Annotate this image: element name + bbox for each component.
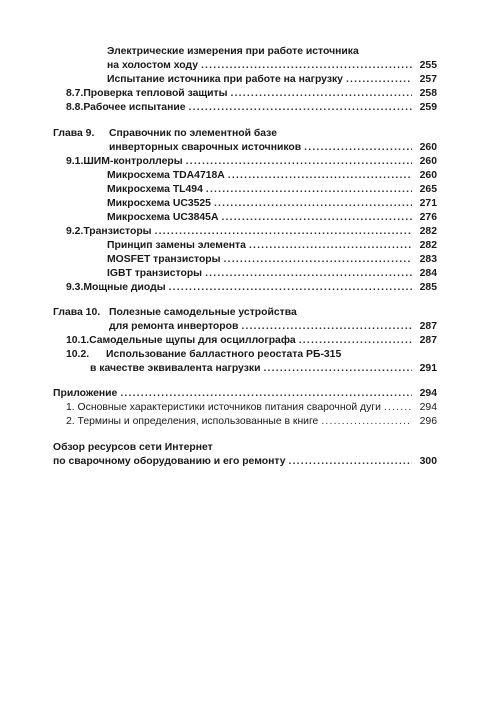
toc-entry-text: 1. Основные характеристики источников питания сварочной дуги <box>66 402 381 413</box>
toc-entry-text: Испытание источника при работе на нагрузку <box>107 74 343 85</box>
toc-entry-text: Микросхема UC3845A <box>107 212 219 223</box>
toc-entry <box>66 87 437 100</box>
toc-entry <box>107 183 437 196</box>
toc-entry-text: Полезные самодельные устройства <box>109 307 297 318</box>
toc-section-number: 9.3. <box>66 282 84 293</box>
toc-entry-text: в качестве эквивалента нагрузки <box>90 363 261 374</box>
toc-chapter-heading <box>53 306 437 319</box>
toc-entry <box>66 401 437 414</box>
toc-page-number: 282 <box>419 240 437 251</box>
toc-section-number: 10.2. <box>66 349 90 360</box>
toc-page-number: 260 <box>419 142 437 153</box>
toc-leader-dots <box>231 87 413 100</box>
toc-leader-dots <box>155 225 412 238</box>
toc-leader-dots <box>304 141 412 154</box>
toc-page-number: 271 <box>419 198 437 209</box>
toc-leader-dots <box>201 59 412 72</box>
toc-entry-text: Обзор ресурсов сети Интернет <box>53 442 213 453</box>
toc-entry <box>90 362 437 375</box>
toc-entry-text: Рабочее испытание <box>83 102 186 113</box>
toc-entry <box>107 211 437 224</box>
toc-entry <box>107 239 437 252</box>
toc-page-number: 260 <box>419 170 437 181</box>
toc-entry-text: MOSFET транзисторы <box>107 254 221 265</box>
toc-leader-dots <box>299 334 412 347</box>
toc-chapter-heading <box>109 141 437 154</box>
toc-entry-text: Микросхема UC3525 <box>107 198 211 209</box>
toc-entry <box>107 73 437 86</box>
toc-entry <box>66 225 437 238</box>
toc-leader-dots <box>289 455 413 468</box>
toc-entry-text: Электрические измерения при работе источника <box>107 46 359 57</box>
toc-chapter-heading <box>53 127 437 140</box>
toc-chapter-heading <box>109 320 437 333</box>
toc-entry-text: для ремонта инверторов <box>109 321 239 332</box>
toc-leader-dots <box>241 320 412 333</box>
toc-page-number: 285 <box>419 282 437 293</box>
toc-chapter-heading <box>53 455 437 468</box>
toc-entry-text: Самодельные щупы для осциллографа <box>89 335 296 346</box>
toc-leader-dots <box>228 169 412 182</box>
toc-page-number: 260 <box>419 156 437 167</box>
toc-page-number: 258 <box>419 88 437 99</box>
toc-entry-text: Принцип замены элемента <box>107 240 246 251</box>
toc-entry-text: по сварочному оборудованию и его ремонту <box>53 456 286 467</box>
toc-section-number: 8.8. <box>66 102 84 113</box>
toc-page-number: 257 <box>419 74 437 85</box>
toc-entry <box>107 59 437 72</box>
toc-leader-dots <box>214 197 412 210</box>
toc-leader-dots <box>186 155 412 168</box>
toc-page-number: 276 <box>419 212 437 223</box>
toc-page-number: 294 <box>419 388 437 399</box>
toc-leader-dots <box>384 401 412 414</box>
toc-leader-dots <box>169 281 412 294</box>
toc-entry-text: Проверка тепловой защиты <box>83 88 228 99</box>
toc-entry-text: Справочник по элементной базе <box>109 128 277 139</box>
toc-entry <box>66 334 437 347</box>
toc-page-number: 287 <box>419 321 437 332</box>
toc-page-number: 284 <box>419 268 437 279</box>
toc-page-number: 259 <box>419 102 437 113</box>
toc-entry-text: Мощные диоды <box>83 282 166 293</box>
toc-entry <box>66 101 437 114</box>
toc-leader-dots <box>263 362 412 375</box>
toc-chapter-number: Глава 9. <box>53 128 95 139</box>
toc-page-number: 283 <box>419 254 437 265</box>
toc-entry-text: Транзисторы <box>83 226 152 237</box>
toc-section-number: 9.2. <box>66 226 84 237</box>
toc-entry <box>107 267 437 280</box>
toc-entry <box>66 281 437 294</box>
toc-entry-text: на холостом ходу <box>107 60 198 71</box>
toc-entry-text: инверторных сварочных источников <box>109 142 302 153</box>
toc-leader-dots <box>120 387 412 400</box>
toc-entry-text: IGBT транзисторы <box>107 268 203 279</box>
toc-section-number: 9.1. <box>66 156 84 167</box>
toc-page-number: 296 <box>419 416 437 427</box>
toc-leader-dots <box>206 183 412 196</box>
toc-entry <box>66 155 437 168</box>
toc-leader-dots <box>221 211 412 224</box>
toc-page-number: 294 <box>419 402 437 413</box>
toc-entry-text: ШИМ-контроллеры <box>83 156 183 167</box>
toc-entry-text: 2. Термины и определения, использованные в книге <box>66 416 319 427</box>
toc-page-number: 255 <box>419 60 437 71</box>
toc-entry <box>66 415 437 428</box>
toc-entry <box>107 169 437 182</box>
toc-entry <box>107 253 437 266</box>
toc-leader-dots <box>346 73 412 86</box>
toc-leader-dots <box>189 101 412 114</box>
toc-leader-dots <box>321 415 412 428</box>
toc-chapter-heading <box>53 441 437 454</box>
toc-leader-dots <box>249 239 412 252</box>
toc-page-number: 282 <box>419 226 437 237</box>
toc-entry <box>107 45 437 58</box>
toc-entry-text: Микросхема TDA4718A <box>107 170 225 181</box>
toc-page-number: 265 <box>419 184 437 195</box>
toc-chapter-number: Глава 10. <box>53 307 101 318</box>
toc-leader-dots <box>205 267 412 280</box>
toc-section-number: 10.1. <box>66 335 90 346</box>
toc-page-number: 291 <box>419 363 437 374</box>
toc-entry <box>66 348 437 361</box>
toc-page-number: 300 <box>419 456 437 467</box>
toc-leader-dots <box>224 253 412 266</box>
toc-chapter-heading <box>53 387 437 400</box>
toc-section-number: 8.7. <box>66 88 84 99</box>
toc-entry-text: Приложение <box>53 388 118 399</box>
toc-page-number: 287 <box>419 335 437 346</box>
toc-entry <box>107 197 437 210</box>
toc-entry-text: Микросхема TL494 <box>107 184 203 195</box>
toc-entry-text: Использование балластного реостата РБ-315 <box>106 349 342 360</box>
